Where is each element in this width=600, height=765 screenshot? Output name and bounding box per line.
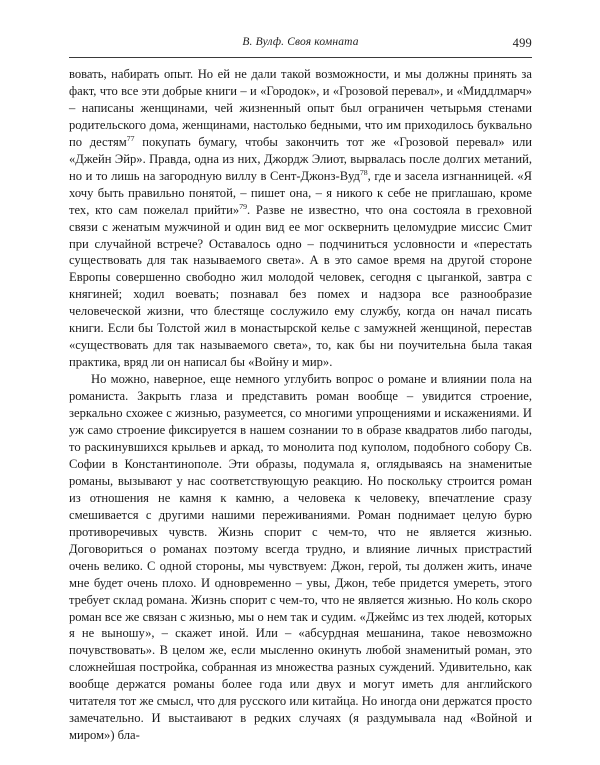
footnote-marker: 79 [239,201,248,211]
footnote-marker: 78 [359,167,368,177]
header-divider [69,57,532,58]
page-number: 499 [512,36,532,50]
body-text-column [69,66,532,744]
paragraph: Но можно, наверное, еще немного углубить вопрос о романе и влиянии пола на романиста. Закрыть глаза и представить роман вообще – увидится строение, зеркально схожее с жизнью, разумеется, со многими упрощениями и искажениями. И уж само строение фиксируется в нашем сознании то в образе квадратов либо пагоды, то раскинувшихся крыльев и аркад, то монолита под куполом, подобного собору Св. Софии в Константинополе. Эти образы, подумала я, оглядываясь на знаменитые романы, вызывают у нас соответствующую реакцию. Но поскольку строится роман из отношения не камня к камню, а человека к человеку, впечатление сразу смешивается с другими нашими переживаниями. Роман поднимает целую бурю противоречивых чувств. Жизнь спорит с чем-то, что не является жизнью. Договориться о романах поэтому всегда трудно, и влияние личных пристрастий очень велико. С одной стороны, мы чувствуем: Джон, герой, ты должен жить, иначе мне будет очень плохо. И одновременно – увы, Джон, тебе придется умереть, этого требует склад романа. Жизнь спорит с чем-то, что не является жизнью. Но коль скоро роман все же связан с жизнью, мы о нем так и судим. «Джеймс из тех людей, которых я не выношу», – скажет иной. Или – «абсурдная мешанина, такое невозможно почувствовать». В целом же, если мысленно окинуть любой знаменитый роман, это сложнейшая постройка, собранная из множества разных суждений. Удивительно, как вообще держатся романы более года или двух и могут иметь для английского читателя тот же смысл, что для русского или китайца. Но иногда они держатся просто замечательно. И выстаивают в редких случаях (я раздумывала над «Войной и миром») бла- [69,372,532,743]
paragraph: вовать, набирать опыт. Но ей не дали такой возможности, и мы должны принять за факт, что все эти добрые книги – и «Городок», и «Грозовой перевал», и «Миддлмарч» – написаны женщинами, чей жизненный опыт был ограничен четырьмя стенами родительского дома, женщинами, настолько бедными, что им приходилось буквально по дестям$^{77}$ покупать бумагу, чтобы закончить тот же «Грозовой перевал» или «Джейн Эйр». Правда, одна из них, Джордж Элиот, вырвалась после долгих метаний, но и то лишь на загородную виллу в Сент-Джонз-Вуд$^{78}$, где и засела изгнанницей. «Я хочу быть правильно понятой, – пишет она, – я никого к себе не приглашаю, кроме тех, кто сам пожелал прийти»$^{79}$. Разве не известно, что она состояла в греховной связи с женатым мужчиной и один вид ее мог осквернить целомудрие миссис Смит при случайной встрече? Оставалось одно – подчиниться условности и «перестать существовать для так называемого света». А в это самое время на другой стороне Европы совершенно свободно жил молодой человек, сегодня с цыганкой, завтра с княгиней; ходил воевать; познавал без помех и надзора все разнообразие человеческой жизни, что блестяще сослужило ему службу, когда он начал писать книги. Если бы Толстой жил в монастырской келье с замужней женщиной, перестав «существовать для так называемого света», то, как бы ни поучительна была такая практика, вряд ли он написал бы «Войну и мир». [69,67,532,370]
running-head-title: В. Вулф. Своя комната [242,36,359,48]
running-head [69,36,532,56]
footnote-marker: 77 [126,133,135,143]
